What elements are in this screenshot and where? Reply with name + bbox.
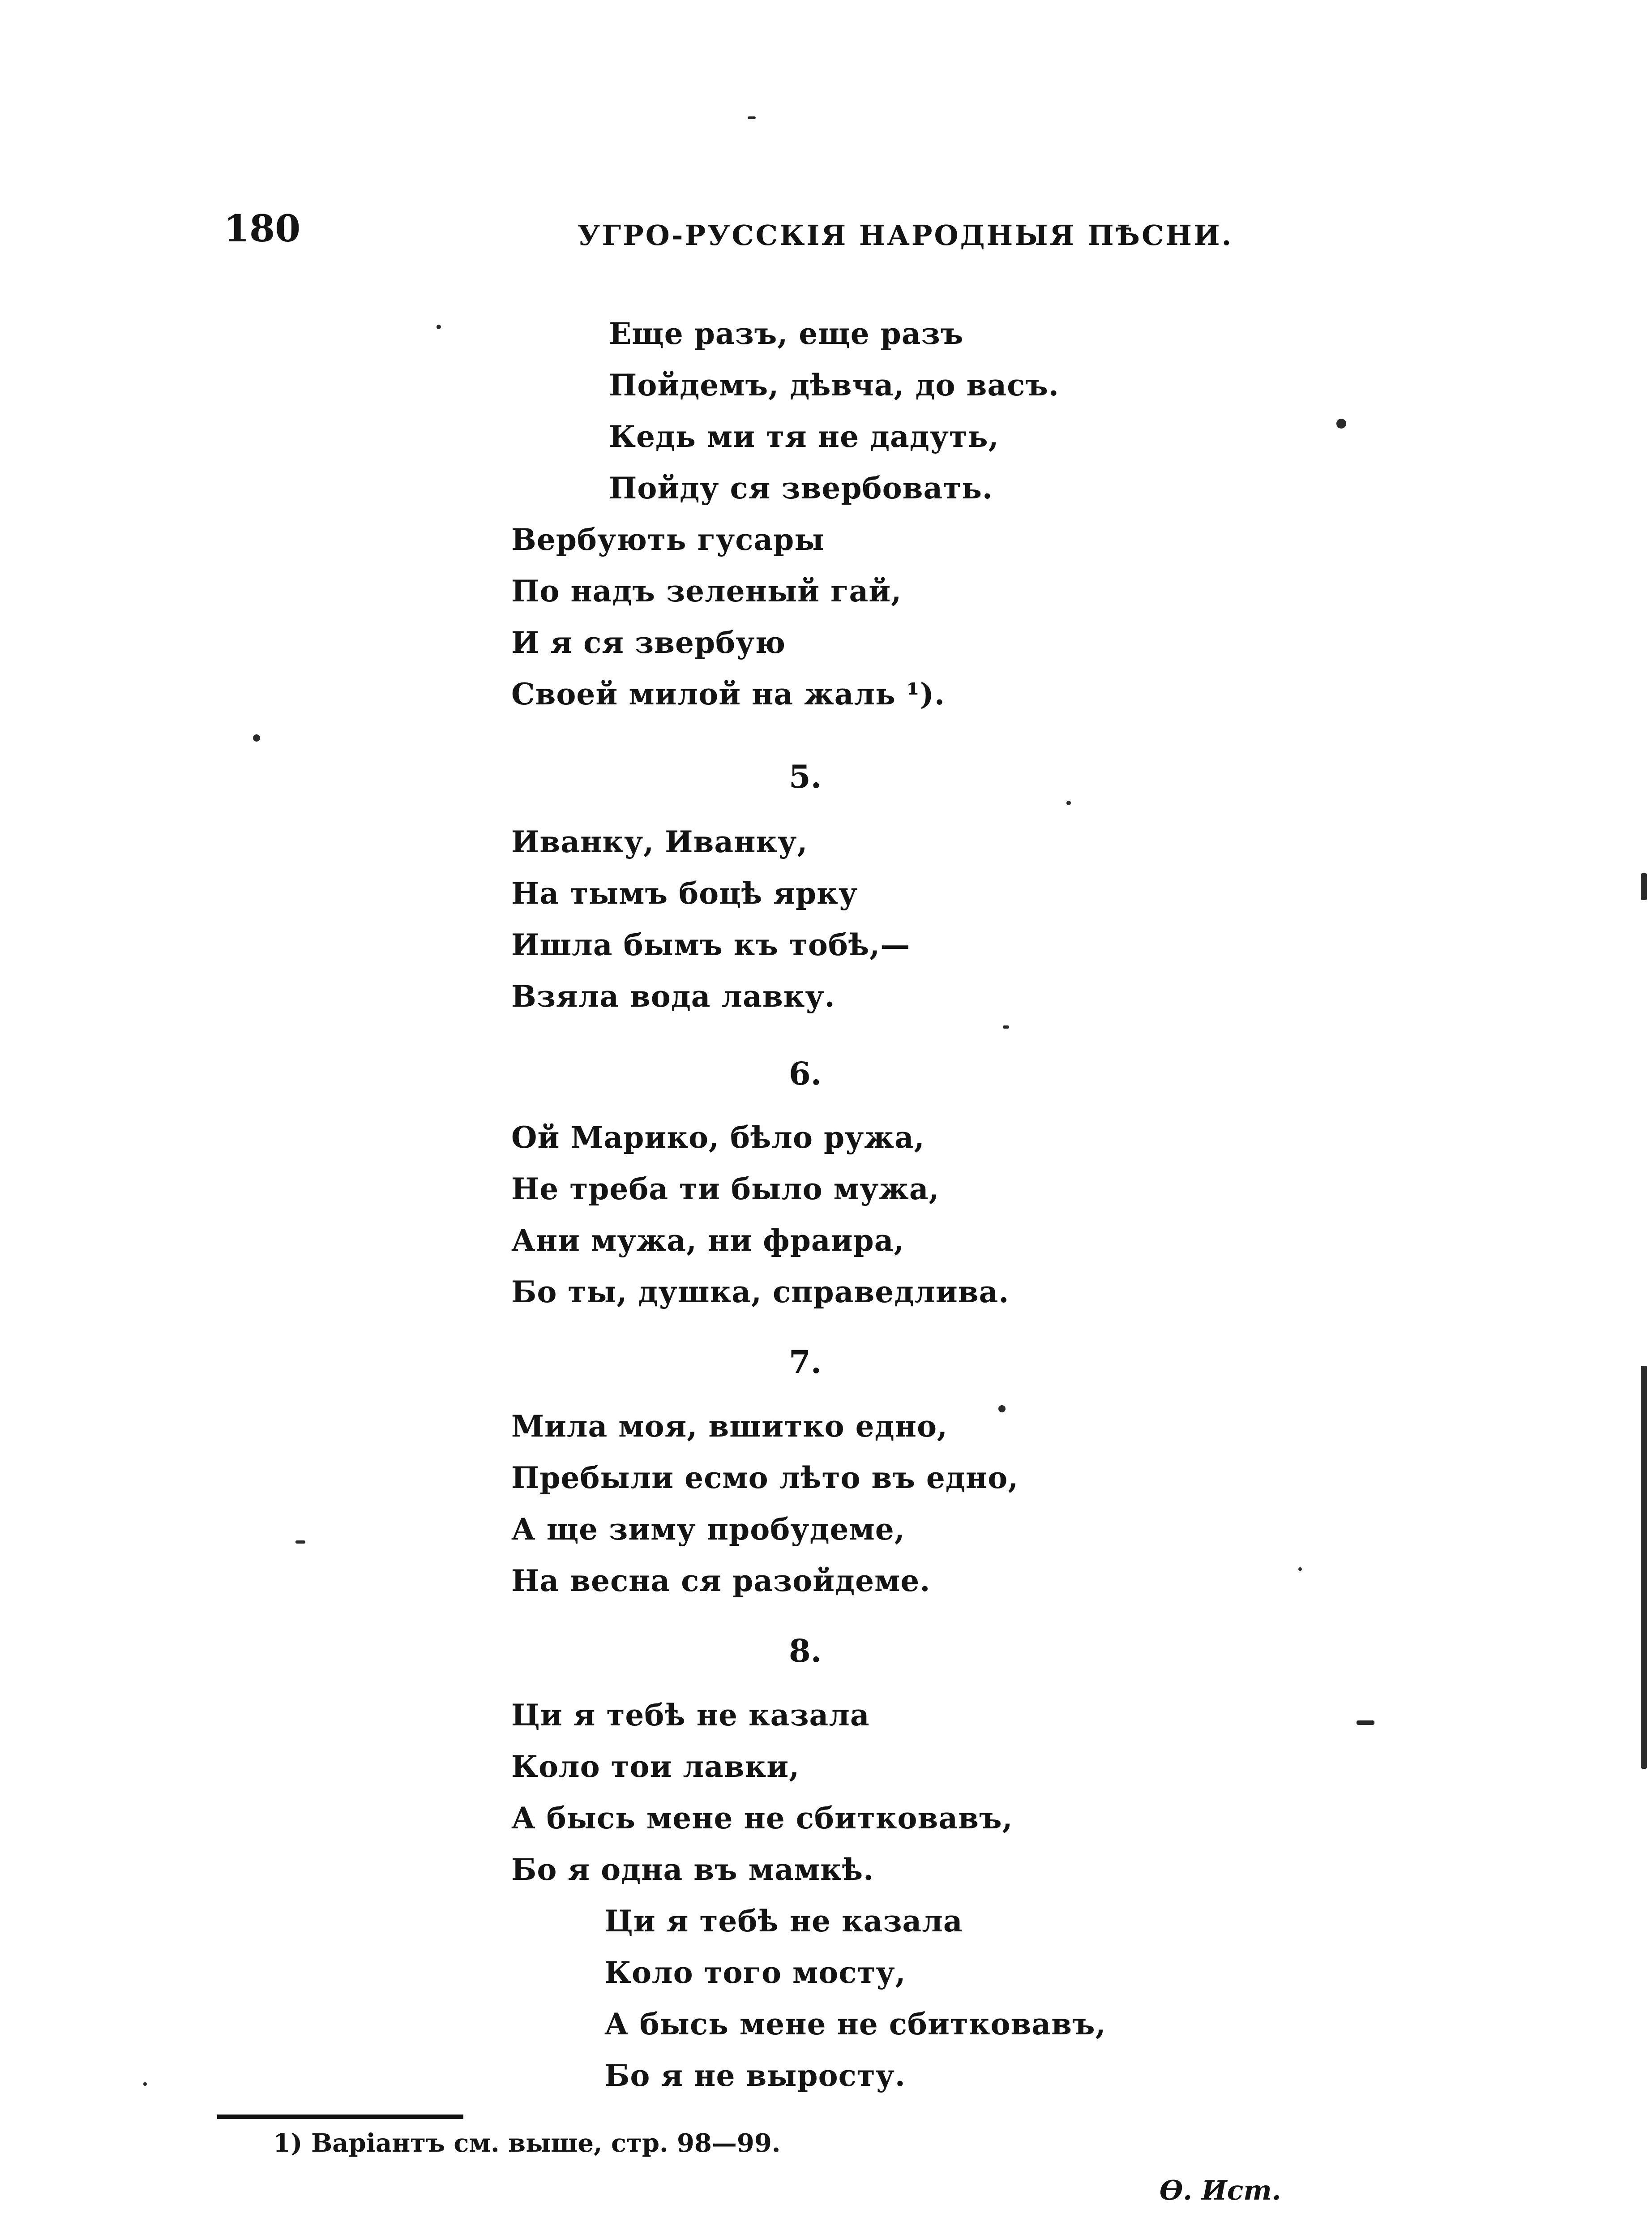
scan-speck: [998, 1405, 1006, 1412]
scan-speck: [143, 2082, 147, 2086]
scan-speck: [1003, 1025, 1009, 1029]
verse-line: Бо ты, душка, справедлива.: [511, 1274, 1010, 1309]
verse-line: А ще зиму пробудеме,: [511, 1512, 905, 1547]
verse-line: Ани мужа, ни фраира,: [511, 1223, 905, 1258]
page-number: 180: [224, 207, 301, 250]
verse-line: Ой Марико, бѣло ружа,: [511, 1120, 925, 1155]
verse-line: Мила моя, вшитко едно,: [511, 1409, 948, 1444]
verse-line: Вербують гусары: [511, 522, 825, 557]
verse-line: Пойдемъ, дѣвча, до васъ.: [609, 368, 1059, 403]
song-number: 8.: [789, 1632, 822, 1669]
verse-line: На весна ся разойдеме.: [511, 1563, 931, 1598]
verse-line: И я ся звербую: [511, 625, 786, 660]
song-number: 6.: [789, 1055, 822, 1092]
verse-line: Коло того мосту,: [604, 1955, 906, 1990]
verse-line: По надъ зеленый гай,: [511, 574, 902, 609]
verse-line: Своей милой на жаль ¹).: [511, 677, 945, 712]
verse-line: Коло тои лавки,: [511, 1749, 800, 1784]
verse-line: На тымъ боцѣ ярку: [511, 876, 858, 911]
verse-line: Бо я одна въ мамкѣ.: [511, 1852, 874, 1887]
signature: Ѳ. Ист.: [1160, 2175, 1281, 2206]
song-number: 7.: [789, 1343, 822, 1381]
scan-speck: [295, 1540, 305, 1544]
running-title: УГРО-РУССКІЯ НАРОДНЫЯ ПѢСНИ.: [578, 219, 1233, 252]
scan-speck: [1641, 1366, 1647, 1769]
verse-line: Ци я тебѣ не казала: [604, 1904, 963, 1939]
footnote: 1) Варіантъ см. выше, стр. 98—99.: [273, 2128, 781, 2158]
verse-line: Пребыли есмо лѣто въ едно,: [511, 1460, 1019, 1495]
verse-line: А бысь мене не сбитковавъ,: [604, 2007, 1106, 2042]
scan-speck: [1336, 419, 1346, 429]
song-number: 5.: [789, 758, 822, 795]
footnote-rule: [217, 2115, 463, 2119]
scan-speck: [437, 325, 441, 329]
scan-speck: [1357, 1720, 1374, 1725]
verse-line: Взяла вода лавку.: [511, 979, 835, 1014]
verse-line: Иванку, Иванку,: [511, 824, 808, 859]
scan-speck: [253, 734, 260, 742]
verse-line: Не треба ти было мужа,: [511, 1171, 940, 1206]
scan-speck: [748, 116, 756, 119]
verse-line: Кедь ми тя не дадуть,: [609, 419, 999, 454]
verse-line: Ци я тебѣ не казала: [511, 1698, 870, 1733]
verse-line: Еще разъ, еще разъ: [609, 316, 964, 351]
scan-speck: [1298, 1567, 1302, 1571]
verse-line: Пойду ся звербовать.: [609, 471, 993, 506]
scan-speck: [1641, 873, 1647, 900]
verse-line: Бо я не выросту.: [604, 2058, 906, 2093]
scan-speck: [1066, 801, 1071, 805]
verse-line: Ишла бымъ къ тобѣ,—: [511, 927, 911, 962]
verse-line: А бысь мене не сбитковавъ,: [511, 1801, 1013, 1836]
